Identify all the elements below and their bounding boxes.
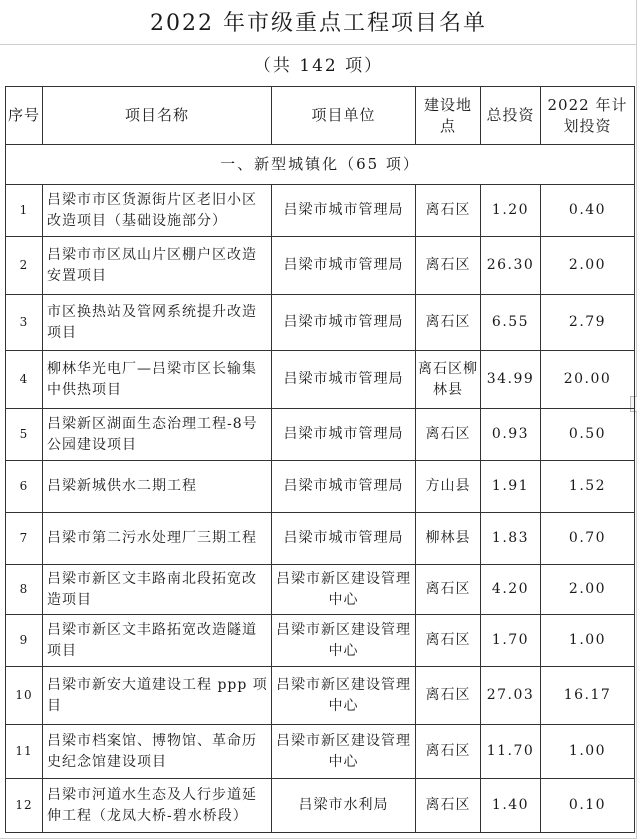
row-unit: 吕梁市城市管理局 [272,351,416,409]
row-total: 11.70 [481,725,541,779]
row-location: 离石区 [416,667,481,725]
header-row [6,87,635,145]
header-location: 建设地点 [416,87,481,145]
row-no: 6 [6,461,43,513]
row-plan: 1.00 [541,615,635,667]
row-plan: 2.00 [541,237,635,295]
row-total: 6.55 [481,295,541,351]
table-row [6,409,635,461]
table-row [6,779,635,833]
row-no: 12 [6,779,43,833]
row-location: 离石区 [416,615,481,667]
header-no: 序号 [6,87,43,145]
table-row [6,461,635,513]
header-name: 项目名称 [43,87,272,145]
row-no: 2 [6,237,43,295]
row-no: 11 [6,725,43,779]
table-row [6,351,635,409]
row-total: 4.20 [481,565,541,615]
row-no: 4 [6,351,43,409]
row-no: 5 [6,409,43,461]
row-plan: 0.70 [541,513,635,565]
row-no: 7 [6,513,43,565]
row-unit: 吕梁市新区建设管理中心 [272,667,416,725]
row-unit: 吕梁市新区建设管理中心 [272,725,416,779]
row-total: 1.91 [481,461,541,513]
row-name: 吕梁市第二污水处理厂三期工程 [43,513,272,565]
row-name: 柳林华光电厂—吕梁市区长输集中供热项目 [43,351,272,409]
page-subtitle: （共 142 项） [253,56,384,76]
row-plan: 0.40 [541,185,635,237]
row-location: 离石区 [416,237,481,295]
table-row [6,667,635,725]
row-no: 9 [6,615,43,667]
row-name: 吕梁市市区货源街片区老旧小区改造项目（基础设施部分） [43,185,272,237]
row-no: 1 [6,185,43,237]
row-plan: 16.17 [541,667,635,725]
row-total: 26.30 [481,237,541,295]
row-total: 34.99 [481,351,541,409]
row-location: 离石区 [416,295,481,351]
row-total: 1.20 [481,185,541,237]
table-row [6,565,635,615]
project-table [5,86,635,833]
table-row [6,185,635,237]
row-total: 0.93 [481,409,541,461]
row-plan: 20.00 [541,351,635,409]
row-plan: 1.00 [541,725,635,779]
row-name: 吕梁新区湖面生态治理工程-8号公园建设项目 [43,409,272,461]
header-total: 总投资 [481,87,541,145]
table-row [6,513,635,565]
section-title: 一、新型城镇化（65 项） [6,145,635,185]
row-location: 方山县 [416,461,481,513]
row-location: 离石区 [416,409,481,461]
page-title: 2022 年市级重点工程项目名单 [150,11,487,36]
row-no: 3 [6,295,43,351]
title-divider [0,44,637,45]
row-name: 吕梁市新安大道建设工程 ppp 项目 [43,667,272,725]
row-plan: 0.10 [541,779,635,833]
row-total: 1.83 [481,513,541,565]
header-plan: 2022 年计划投资 [541,87,635,145]
header-unit: 项目单位 [272,87,416,145]
row-name: 吕梁市档案馆、博物馆、革命历史纪念馆建设项目 [43,725,272,779]
row-plan: 0.50 [541,409,635,461]
row-name: 吕梁市市区凤山片区棚户区改造安置项目 [43,237,272,295]
table-row [6,725,635,779]
row-name: 吕梁新城供水二期工程 [43,461,272,513]
row-total: 1.40 [481,779,541,833]
row-no: 10 [6,667,43,725]
row-location: 离石区 [416,725,481,779]
row-unit: 吕梁市城市管理局 [272,185,416,237]
row-name: 吕梁市新区文丰路拓宽改造隧道项目 [43,615,272,667]
row-unit: 吕梁市水利局 [272,779,416,833]
row-total: 27.03 [481,667,541,725]
table-row [6,295,635,351]
row-plan: 1.52 [541,461,635,513]
row-unit: 吕梁市城市管理局 [272,461,416,513]
row-location: 离石区 [416,565,481,615]
row-name: 吕梁市河道水生态及人行步道延伸工程（龙凤大桥-碧水桥段） [43,779,272,833]
row-unit: 吕梁市新区建设管理中心 [272,615,416,667]
row-location: 柳林县 [416,513,481,565]
row-location: 离石区 [416,185,481,237]
row-location: 离石区 [416,779,481,833]
row-name: 吕梁市新区文丰路南北段拓宽改造项目 [43,565,272,615]
table-row [6,237,635,295]
row-plan: 2.79 [541,295,635,351]
row-no: 8 [6,565,43,615]
row-unit: 吕梁市城市管理局 [272,409,416,461]
table-row [6,615,635,667]
row-plan: 2.00 [541,565,635,615]
section-row [6,145,635,185]
row-location: 离石区柳林县 [416,351,481,409]
row-total: 1.70 [481,615,541,667]
row-unit: 吕梁市城市管理局 [272,513,416,565]
row-unit: 吕梁市新区建设管理中心 [272,565,416,615]
row-unit: 吕梁市城市管理局 [272,237,416,295]
row-unit: 吕梁市城市管理局 [272,295,416,351]
row-name: 市区换热站及管网系统提升改造项目 [43,295,272,351]
